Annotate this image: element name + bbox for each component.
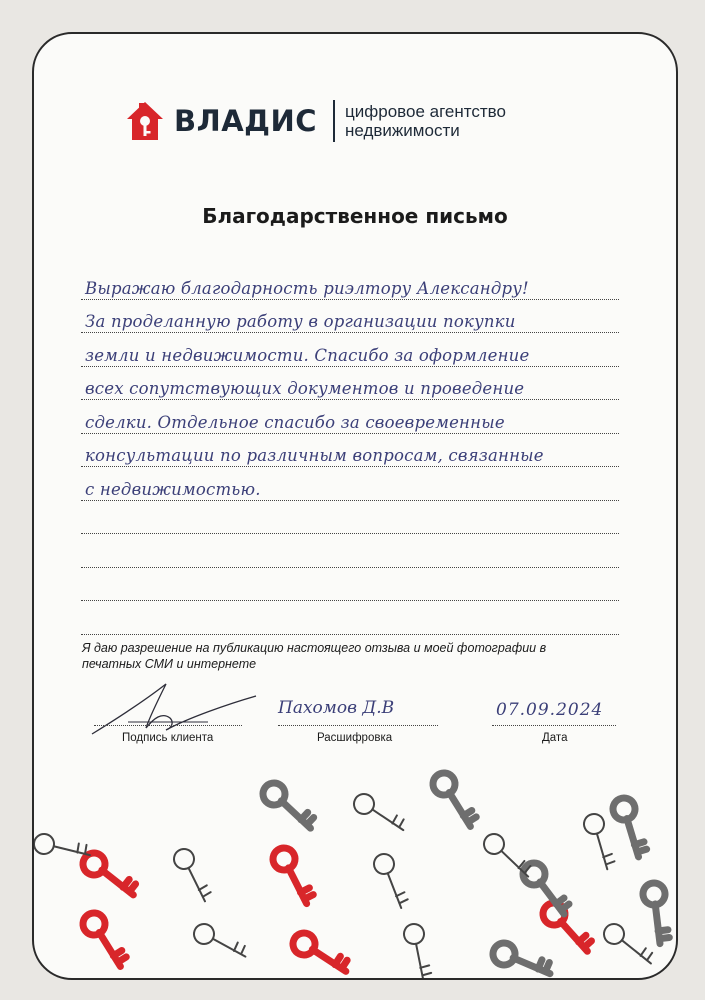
key-icon (351, 784, 407, 843)
body-line (81, 568, 619, 602)
signature-field (94, 724, 242, 726)
body-line (81, 266, 619, 300)
handwritten-body (81, 266, 619, 635)
tagline-line-2: недвижимости (345, 121, 460, 140)
house-with-key-icon (126, 101, 164, 141)
key-icon (600, 795, 661, 859)
client-signature (88, 678, 258, 738)
handwritten-text: с недвижимостью. (85, 479, 261, 499)
handwritten-text: всех сопутствующих документов и проведение (85, 379, 525, 398)
client-name-handwritten: Пахомов Д.В (278, 698, 395, 718)
signature-caption: Подпись клиента (122, 732, 214, 744)
body-line (81, 300, 619, 334)
keys-decoration (34, 764, 678, 980)
key-icon (489, 927, 554, 980)
date-caption: Дата (542, 732, 568, 744)
key-icon (365, 852, 418, 909)
handwritten-text: Выражаю благодарность риэлтору Александру! (85, 278, 529, 298)
publication-consent: Я даю разрешение на публикацию настоящего отзыва и моей фотографии в печатных СМИ и интернете (82, 641, 547, 671)
key-icon (191, 911, 249, 972)
logo-divider (333, 100, 335, 142)
date-handwritten: 07.09.2024 (496, 700, 604, 720)
company-logo (126, 100, 506, 142)
handwritten-text: консультации по различным вопросам, связанные (85, 446, 544, 465)
key-icon (266, 846, 320, 904)
key-icon (80, 912, 130, 967)
body-line (81, 467, 619, 501)
body-line (81, 434, 619, 468)
date-field (492, 724, 616, 726)
key-icon (261, 777, 315, 835)
key-icon (81, 844, 139, 905)
handwritten-text: За проделанную работу в организации покупки (85, 312, 516, 331)
brand-tagline (345, 102, 506, 140)
key-icon (168, 847, 218, 902)
body-line (81, 534, 619, 568)
name-field (278, 724, 438, 726)
key-icon (624, 879, 678, 946)
tagline-line-1: цифровое агентство (345, 102, 506, 121)
key-icon (290, 922, 351, 980)
handwritten-text: земли и недвижимости. Спасибо за оформление (85, 345, 530, 365)
handwritten-text: сделки. Отдельное спасибо за своевременные (85, 412, 505, 432)
body-line (81, 333, 619, 367)
brand-name: ВЛАДИС (174, 104, 318, 138)
key-icon (430, 772, 480, 827)
letter-title: Благодарственное письмо (202, 204, 508, 228)
letter-sheet (32, 32, 678, 980)
key-icon (602, 916, 655, 973)
name-caption: Расшифровка (317, 732, 393, 744)
body-line (81, 367, 619, 401)
signature-row (82, 684, 622, 754)
body-line (81, 601, 619, 635)
body-line (81, 400, 619, 434)
body-line (81, 501, 619, 535)
key-icon (389, 921, 447, 980)
